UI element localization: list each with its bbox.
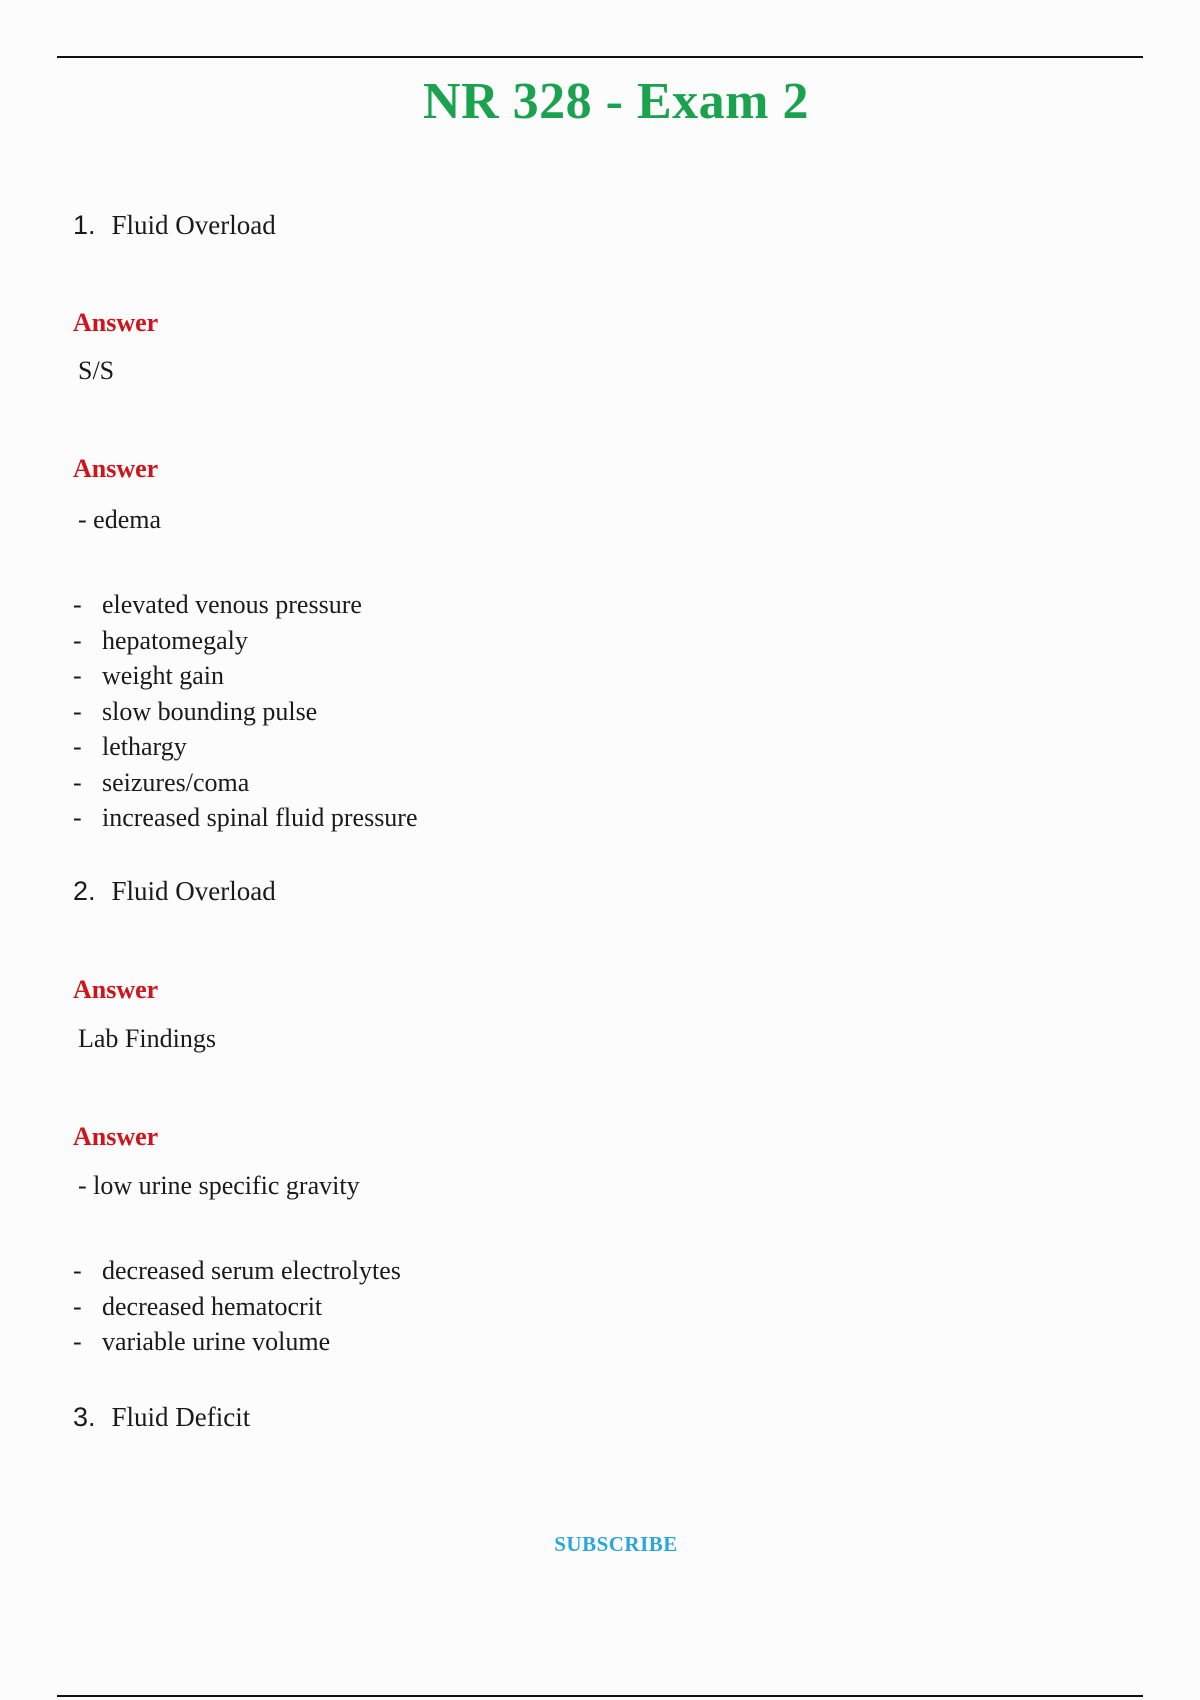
list-item: - variable urine volume: [73, 1327, 331, 1356]
question-3: [73, 1402, 250, 1433]
answer-text: - low urine specific gravity: [78, 1171, 360, 1200]
list-item: - elevated venous pressure: [73, 590, 362, 619]
question-2: [73, 876, 276, 907]
question-number: 2.: [73, 876, 96, 906]
bottom-rule: [57, 1695, 1143, 1697]
top-rule: [57, 56, 1143, 58]
page-title: NR 328 - Exam 2: [423, 73, 809, 130]
list-item: - increased spinal fluid pressure: [73, 803, 418, 832]
question-number: 1.: [73, 210, 96, 240]
answer-label: Answer: [73, 454, 159, 483]
bullet-list: [73, 587, 418, 836]
question-number: 3.: [73, 1402, 96, 1432]
answer-text: S/S: [78, 356, 115, 385]
answer-label: Answer: [73, 308, 159, 337]
list-item: - hepatomegaly: [73, 625, 248, 655]
question-term: Fluid Overload: [111, 210, 276, 240]
list-item: - seizures/coma: [73, 767, 250, 797]
question-1: [73, 210, 276, 241]
answer-text: - edema: [78, 505, 162, 534]
answer-label: Answer: [73, 975, 159, 1004]
subscribe-link[interactable]: SUBSCRIBE: [554, 1532, 678, 1556]
question-term: Fluid Overload: [111, 876, 276, 906]
list-item: - weight gain: [73, 661, 225, 690]
bullet-list: [73, 1253, 401, 1360]
list-item: - slow bounding pulse: [73, 696, 318, 726]
question-term: Fluid Deficit: [111, 1402, 251, 1432]
list-item: - decreased serum electrolytes: [73, 1256, 401, 1285]
answer-text: Lab Findings: [78, 1024, 216, 1053]
list-item: - decreased hematocrit: [73, 1291, 323, 1321]
answer-label: Answer: [73, 1122, 159, 1151]
list-item: - lethargy: [73, 732, 187, 761]
